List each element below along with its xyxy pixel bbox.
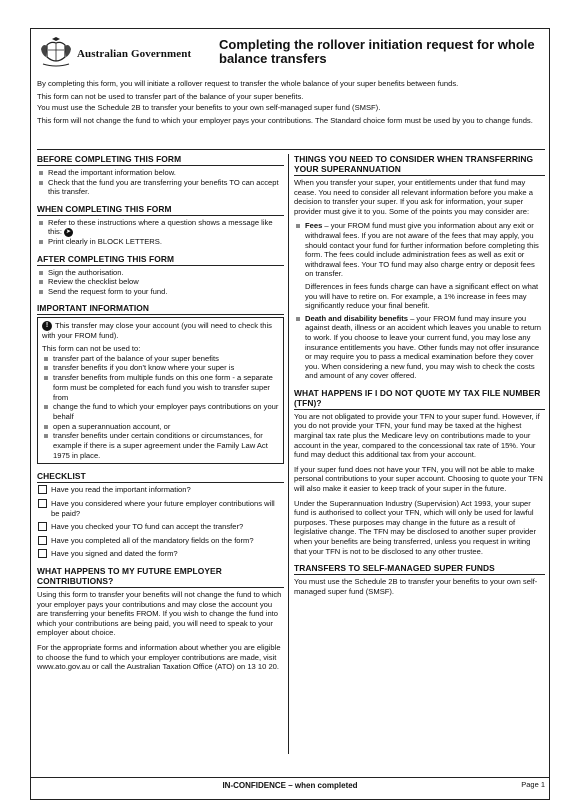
list-item — [294, 314, 545, 381]
list-item: open a superannuation account, or — [42, 422, 279, 432]
section-heading-smsf: TRANSFERS TO SELF-MANAGED SUPER FUNDS — [294, 563, 545, 575]
section-heading-when: WHEN COMPLETING THIS FORM — [37, 204, 284, 216]
list-item: Check that the fund you are transferring your benefits TO can accept this transfer. — [37, 178, 284, 197]
section-heading-things: THINGS YOU NEED TO CONSIDER WHEN TRANSFERRING YOUR SUPERANNUATION — [294, 154, 545, 176]
list-item-text: Refer to these instructions where a question shows a message like this: — [48, 217, 273, 237]
list-item: transfer benefits under certain conditions or circumstances, for example if there is a super agreement under the Family Law Act 1975 in place. — [42, 431, 279, 460]
section-heading-checklist: CHECKLIST — [37, 471, 284, 483]
column-divider — [288, 154, 289, 754]
checkbox[interactable] — [38, 522, 47, 531]
intro-paragraph: This form will not change the fund to which your employer pays your contributions. The Standard choice form must be used by you to change funds. — [37, 115, 533, 125]
section-heading-before: BEFORE COMPLETING THIS FORM — [37, 154, 284, 166]
important-box — [37, 317, 284, 464]
list-item: Read the important information below. — [37, 168, 284, 178]
paragraph: You must use the Schedule 2B to transfer your benefits to your own self-managed super fund (SMSF). — [294, 577, 538, 596]
death-label: Death and disability benefits — [305, 313, 408, 323]
cannot-label: This form can not be used to: — [42, 344, 141, 354]
section-heading-after: AFTER COMPLETING THIS FORM — [37, 254, 284, 266]
checklist-label: Have you completed all of the mandatory fields on the form? — [51, 535, 254, 545]
checklist — [37, 485, 284, 559]
paragraph: You are not obligated to provide your TFN to your super fund. However, if you do not provide your TFN, your fund may be taxed at the highest marginal tax rate plus the Medicare levy on contributions made to your account in the year, compared to the concessional tax rate of 15%. Your fund may deduct this additional tax from your account. — [294, 411, 540, 460]
paragraph: If your super fund does not have your TFN, you will not be able to make personal contributions to your super account. Choosing to quote your TFN will also make it easier to keep track of your super in the future. — [294, 464, 543, 494]
checklist-label: Have you checked your TO fund can accept the transfer? — [51, 522, 244, 532]
paragraph: When you transfer your super, your entitlements under that fund may cease. You need to consider all relevant information before you make a decision to transfer your super. If you ask for information, your super provider must give it to you. Some of the points you may consider are: — [294, 178, 533, 216]
checklist-item — [37, 522, 284, 532]
government-name: Australian Government — [77, 48, 192, 60]
checklist-item — [37, 485, 284, 495]
right-column — [294, 154, 545, 601]
header — [37, 35, 545, 73]
section-heading-tfn: WHAT HAPPENS IF I DO NOT QUOTE MY TAX FILE NUMBER (TFN)? — [294, 388, 545, 410]
checkbox[interactable] — [38, 536, 47, 545]
intro-line: This form can not be used to transfer part of the balance of your super benefits. — [37, 92, 304, 101]
when-list — [37, 218, 284, 247]
list-item — [37, 218, 284, 237]
considerations-list — [294, 221, 545, 381]
divider — [37, 149, 545, 150]
paragraph: Using this form to transfer your benefits will not change the fund to which your employer pays your contributions and may close the account you are transferring your benefits FROM. If you wish to change the fund into which your contributions are being paid, you will need to speak to your employer about choice. — [37, 590, 282, 638]
coat-of-arms-logo — [39, 37, 73, 69]
warning-text: This transfer may close your account (you will need to check this with your FROM fund). — [42, 321, 272, 341]
list-item: Sign the authorisation. — [37, 268, 284, 278]
warning-icon: ! — [42, 321, 52, 331]
intro-line: You must use the Schedule 2B to transfer your benefits to your own self-managed super fund (SMSF). — [37, 102, 381, 112]
checklist-label: Have you read the important information? — [51, 485, 191, 495]
death-text: – your FROM fund may insure you against death, illness or an accident which leaves you unable to return to work. If you choose to leave your current fund, you may lose any insurance entitlements you have. Other funds may not offer insurance or may require you to pass a medical examination before they cover you. When considering a new fund, you may wish to check the costs and amount of any cover offered. — [305, 313, 541, 381]
confidentiality-mark: IN-CONFIDENCE – when completed — [222, 781, 358, 790]
list-item: transfer benefits from multiple funds on this one form - a separate form must be completed for each fund you wish to transfer super from — [42, 373, 279, 402]
intro — [37, 79, 545, 129]
fees-text: – your FROM fund must give you information about any exit or withdrawal fees. If you are not aware of the fees that may apply, you should contact your fund for further information before completing this form. The fees could include administration fees as well as exit or withdrawal fees. Your TO fund may also charge entry or deposit fees on transfer. — [305, 221, 539, 279]
warning-row — [42, 321, 279, 341]
paragraph: For the appropriate forms and information about whether you are eligible to choose the fund to which your employer contributions are made, visit www.ato.gov.au or call the Australian Taxation Office (ATO) on 13 10 20. — [37, 643, 281, 672]
list-item: transfer benefits if you don't know where your super is — [42, 363, 279, 373]
fees-note: Differences in fees funds charge can have a significant effect on what you will have to retire on. For example, a 1% increase in fees may significantly reduce your final benefit. — [305, 281, 539, 311]
list-item: Print clearly in BLOCK LETTERS. — [37, 237, 284, 247]
paragraph: Under the Superannuation Industry (Supervision) Act 1993, your super fund is authorised to collect your TFN, which will only be used for lawful purposes. These purposes may change in the future as a result of legislative change. The TFN may be disclosed to another super provider when your benefits are being transferred, unless you request in writing that your TFN is not to be disclosed to any other trustee. — [294, 498, 537, 556]
section-heading-future: WHAT HAPPENS TO MY FUTURE EMPLOYER CONTRIBUTIONS? — [37, 566, 284, 588]
list-item: Review the checklist below — [37, 277, 284, 287]
page-number: Page 1 — [521, 780, 545, 789]
intro-paragraph — [37, 92, 545, 113]
checklist-label: Have you signed and dated the form? — [51, 549, 178, 559]
checkbox[interactable] — [38, 485, 47, 494]
checkbox[interactable] — [38, 499, 47, 508]
after-list — [37, 268, 284, 297]
checklist-item — [37, 536, 284, 546]
before-list — [37, 168, 284, 197]
form-page — [30, 28, 550, 800]
list-item: Send the request form to your fund. — [37, 287, 284, 297]
footer — [31, 777, 549, 797]
list-item — [294, 221, 545, 310]
list-item: transfer part of the balance of your super benefits — [42, 354, 279, 364]
page-title: Completing the rollover initiation request for whole balance transfers — [219, 37, 535, 66]
checklist-item — [37, 549, 284, 559]
arrow-right-icon: ➤ — [65, 228, 71, 235]
checklist-item — [37, 499, 284, 518]
checkbox[interactable] — [38, 549, 47, 558]
section-heading-important: IMPORTANT INFORMATION — [37, 303, 284, 315]
left-column — [37, 154, 284, 677]
intro-paragraph: By completing this form, you will initiate a rollover request to transfer the whole balance of your super benefits between funds. — [37, 79, 459, 88]
cannot-list — [42, 354, 279, 461]
fees-label: Fees — [305, 221, 323, 231]
checklist-label: Have you considered where your future employer contributions will be paid? — [51, 499, 275, 518]
list-item: change the fund to which your employer pays contributions on your behalf — [42, 402, 279, 421]
